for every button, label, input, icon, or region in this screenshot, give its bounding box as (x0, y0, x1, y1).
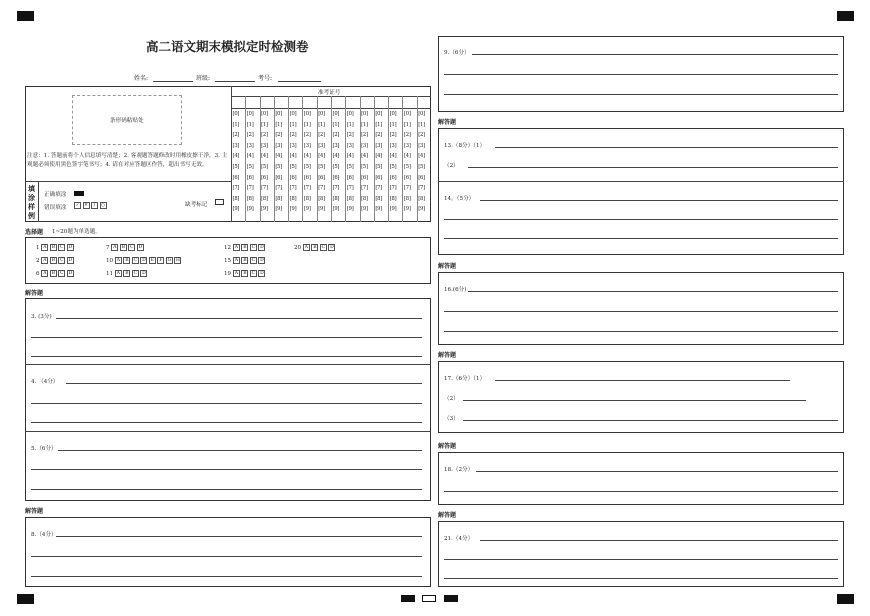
q17-line-1[interactable] (495, 380, 790, 381)
exam-id-bubble[interactable]: [4] (361, 153, 368, 160)
choice-option-bubble[interactable]: A (304, 245, 309, 250)
q9-line-3[interactable] (444, 94, 838, 95)
exam-id-bubble[interactable]: [9] (246, 206, 254, 213)
answer-section-title-2: 解答题 (25, 508, 44, 515)
q8-line-3[interactable] (31, 576, 422, 577)
answer-section-title-6: 解答题 (438, 443, 457, 450)
choice-option-bubble[interactable]: A (116, 271, 121, 276)
exam-id-bubble[interactable]: [4] (261, 153, 268, 160)
exam-id-bubble[interactable]: [0] (346, 111, 354, 117)
q16-line-2[interactable] (444, 311, 838, 312)
absent-label: 缺考标记 (185, 202, 208, 208)
q5-line-1[interactable] (58, 450, 422, 451)
exam-id-bubble[interactable]: [8] (246, 195, 254, 202)
exam-id-bubble[interactable]: [7] (403, 185, 411, 192)
q21-line-3[interactable] (444, 578, 838, 579)
exam-id-bubble[interactable]: [2] (332, 132, 340, 139)
exam-id-bubble[interactable]: [2] (232, 132, 240, 139)
exam-id-bubble[interactable]: [7] (289, 185, 297, 192)
exam-id-bubble[interactable]: [1] (318, 121, 325, 128)
choice-item (36, 270, 75, 277)
q3-label: 3. (3分) (31, 314, 52, 320)
choice-option-bubble[interactable]: B (51, 271, 55, 276)
exam-id-bubble[interactable]: [7] (261, 185, 268, 192)
exam-id-bubble[interactable]: [9] (332, 206, 340, 213)
choice-option-bubble[interactable]: A (234, 258, 239, 263)
exam-id-bubble[interactable]: [2] (361, 132, 368, 139)
alignment-mark-bottom-right (837, 594, 854, 604)
exam-id-label: 准考证号 (318, 90, 341, 96)
exam-id-bubble[interactable]: [1] (361, 121, 368, 128)
exam-id-bubble[interactable]: [8] (375, 195, 383, 202)
exam-id-bubble[interactable]: [0] (418, 111, 425, 117)
exam-id-bubble[interactable]: [4] (275, 153, 283, 160)
alignment-mark-top-right (837, 11, 854, 21)
exam-id-bubble[interactable]: [1] (332, 121, 340, 128)
choice-item (36, 257, 75, 264)
exam-id-bubble[interactable]: [6] (332, 174, 340, 181)
q9-line-1[interactable] (472, 54, 838, 55)
q14-line-3[interactable] (444, 238, 838, 239)
exam-id-bubble[interactable]: [0] (361, 111, 368, 117)
q17-part3-label: （3） (444, 416, 459, 422)
choice-option-bubble[interactable]: A (234, 245, 239, 250)
exam-id-bubble[interactable]: [6] (275, 174, 283, 181)
q21-line-1[interactable] (480, 540, 838, 541)
choice-number: 15 (224, 258, 233, 264)
choice-option-bubble[interactable]: C (130, 245, 134, 250)
exam-id-bubble[interactable]: [2] (275, 132, 283, 139)
choice-item (106, 257, 183, 264)
exam-id-bubble[interactable]: [7] (418, 185, 425, 192)
choice-option-bubble[interactable]: B (51, 258, 55, 263)
exam-id-bubble[interactable]: [5] (346, 164, 354, 170)
q3-line-3[interactable] (31, 356, 422, 357)
page-mark-left (401, 595, 415, 602)
choice-number: 20 (294, 245, 303, 251)
fill-wrong-label: 错误填涂 (44, 205, 67, 211)
exam-id-bubble[interactable]: [6] (246, 174, 254, 181)
exam-id-bubble[interactable]: [8] (303, 195, 311, 202)
choice-number: 1 (36, 245, 42, 251)
class-label: 班级: (196, 75, 211, 82)
answer-box-17 (438, 361, 844, 433)
exam-id-bubble[interactable]: [9] (318, 206, 325, 213)
q3-line-1[interactable] (56, 318, 422, 319)
exam-id-bubble[interactable]: [3] (361, 142, 368, 149)
class-field[interactable] (215, 81, 255, 82)
exam-id-bubble[interactable]: [7] (246, 185, 254, 192)
exam-id-bubble[interactable]: [6] (261, 174, 268, 181)
exam-id-bubble[interactable]: [7] (303, 185, 311, 192)
page-mark-center (422, 595, 436, 602)
q4-label: 4. （4分） (31, 379, 59, 385)
exam-id-bubble[interactable]: [8] (275, 195, 283, 202)
exam-id-bubble[interactable]: [0] (289, 111, 297, 117)
q13-line-2[interactable] (468, 167, 838, 168)
choice-option-bubble[interactable]: B (243, 258, 247, 263)
answer-section-title-5: 解答题 (438, 352, 457, 359)
q13-part2-label: （2） (444, 163, 459, 169)
exam-id-bubble[interactable]: [5] (318, 164, 325, 170)
choice-option-bubble[interactable]: H (175, 258, 180, 263)
exam-id-bubble[interactable]: [7] (318, 185, 325, 192)
q14-line-2[interactable] (444, 219, 838, 220)
exam-id-bubble[interactable]: [0] (232, 111, 240, 117)
q9-line-2[interactable] (444, 74, 838, 75)
q17-line-2[interactable] (463, 400, 806, 401)
exam-id-bubble[interactable]: [0] (261, 111, 268, 117)
exam-id-bubble[interactable]: [2] (303, 132, 311, 139)
choice-option-bubble[interactable]: C (60, 245, 64, 250)
q14-label: 14。（5分） (444, 196, 475, 202)
exam-id-bubble[interactable]: [3] (332, 142, 340, 149)
exam-id-bubble[interactable]: [3] (289, 142, 297, 149)
exam-id-bubble[interactable]: [3] (318, 142, 325, 149)
q18-label: 18.（2分） (444, 467, 474, 473)
choice-option-bubble[interactable]: C (251, 271, 256, 276)
exam-id-bubble[interactable]: [1] (403, 121, 411, 128)
exam-id-bubble[interactable]: [3] (275, 142, 283, 149)
exam-id-bubble[interactable]: [7] (389, 185, 397, 192)
exam-id-bubble[interactable]: [8] (389, 195, 397, 202)
exam-id-bubble[interactable]: [4] (346, 153, 354, 160)
exam-id-bubble[interactable]: [5] (332, 164, 340, 170)
exam-id-bubble[interactable]: [0] (389, 111, 397, 117)
choice-option-bubble[interactable]: A (234, 271, 239, 276)
choice-option-bubble[interactable]: C (60, 258, 64, 263)
page-title: 高二语文期末模拟定时检测卷 (146, 39, 309, 54)
exam-id-bubble[interactable]: [6] (303, 174, 311, 181)
exam-id-bubble[interactable]: [4] (318, 153, 325, 160)
choice-option-bubble[interactable]: A (113, 245, 117, 250)
exam-id-bubble[interactable]: [2] (246, 132, 254, 139)
choice-item (106, 270, 149, 277)
name-label: 姓名: (134, 75, 149, 82)
exam-id-bubble[interactable]: [0] (403, 111, 411, 117)
exam-id-bubble[interactable]: [5] (261, 164, 268, 170)
choice-option-bubble[interactable]: D (68, 245, 73, 250)
choice-option-bubble[interactable]: A (116, 258, 121, 263)
exam-id-bubble[interactable]: [8] (361, 195, 368, 202)
answer-section-title-7: 解答题 (438, 512, 457, 519)
exam-id-bubble[interactable]: [5] (232, 164, 240, 170)
exam-id-bubble[interactable]: [1] (275, 121, 283, 128)
exam-id-bubble[interactable]: [5] (375, 164, 383, 170)
choice-item (106, 244, 145, 251)
exam-id-bubble[interactable]: [7] (332, 185, 340, 192)
exam-id-bubble[interactable]: [9] (375, 206, 383, 213)
q5-line-3[interactable] (31, 489, 422, 490)
choice-option-bubble[interactable]: D (138, 245, 143, 250)
page-mark-right (444, 595, 458, 602)
q-divider-13-14 (438, 181, 844, 182)
q17-line-3[interactable] (463, 420, 838, 421)
exam-id-bubble[interactable]: [4] (375, 153, 383, 160)
q-divider-4-5 (25, 431, 431, 432)
exam-id-bubble[interactable]: [6] (361, 174, 368, 181)
alignment-mark-bottom-left (17, 594, 34, 604)
choice-instruction: 1~20题为单选题。 (52, 229, 101, 235)
exam-id-bubble[interactable]: [9] (389, 206, 397, 213)
exam-id-bubble[interactable]: [7] (232, 185, 240, 192)
exam-id-bubble[interactable]: [2] (375, 132, 383, 139)
exam-id-bubble[interactable]: [2] (289, 132, 297, 139)
exam-id-bubble[interactable]: [6] (418, 174, 425, 181)
exam-id-bubble[interactable]: [6] (232, 174, 240, 181)
exam-id-bubble[interactable]: [5] (303, 164, 311, 170)
exam-id-bubble[interactable]: [2] (418, 132, 425, 139)
exam-id-bubble[interactable]: [8] (346, 195, 354, 202)
exam-id-bubble[interactable]: [4] (403, 153, 411, 160)
exam-id-bubble[interactable]: [9] (361, 206, 368, 213)
exam-id-bubble[interactable]: [2] (318, 132, 325, 139)
exam-id-bubble[interactable]: [5] (246, 164, 254, 170)
exam-id-bubble[interactable]: [1] (289, 121, 297, 128)
exam-id-bubble[interactable]: [3] (403, 142, 411, 149)
fill-sample-col-divider (38, 181, 39, 222)
choice-option-bubble[interactable]: A (43, 258, 47, 263)
exam-id-bubble[interactable]: [7] (361, 185, 368, 192)
choice-option-bubble[interactable]: F (159, 258, 163, 263)
choice-number: 2 (36, 258, 42, 264)
exam-id-bubble[interactable]: [1] (246, 121, 254, 128)
exam-id-bubble[interactable]: [1] (303, 121, 311, 128)
exam-id-bubble[interactable]: [4] (303, 153, 311, 160)
q17-label: 17.（6分）（1） (444, 376, 486, 382)
barcode-label: 条形码粘贴处 (110, 118, 144, 124)
q18-line-1[interactable] (476, 471, 838, 472)
q8-label: 8.（4分） (31, 532, 57, 538)
exam-id-bubble[interactable]: [3] (389, 142, 397, 149)
choice-option-bubble[interactable]: C (133, 271, 138, 276)
choice-option-bubble[interactable]: D (68, 271, 73, 276)
exam-id-bubble[interactable]: [4] (289, 153, 297, 160)
choice-number: 7 (106, 245, 112, 251)
exam-id-bubble[interactable]: [5] (418, 164, 425, 170)
exam-id-bubble[interactable]: [9] (346, 206, 354, 213)
exam-id-bubble[interactable]: [9] (261, 206, 268, 213)
exam-id-bubble[interactable]: [5] (275, 164, 283, 170)
answer-box-18 (438, 452, 844, 505)
exam-id-bubble[interactable]: [8] (261, 195, 268, 202)
fill-correct-label: 正确填涂 (44, 192, 67, 198)
exam-id-bubble[interactable]: [6] (289, 174, 297, 181)
choice-number: 6 (36, 271, 42, 277)
exam-id-bubble[interactable]: [1] (418, 121, 425, 128)
exam-id-bubble[interactable]: [3] (418, 142, 425, 149)
exam-id-bubble[interactable]: [3] (261, 142, 268, 149)
q21-line-2[interactable] (444, 559, 838, 560)
choice-item (294, 244, 337, 251)
q16-line-1[interactable] (468, 291, 838, 292)
exam-id-bubble[interactable]: [4] (232, 153, 240, 160)
exam-id-bubble[interactable]: [9] (289, 206, 297, 213)
choice-option-bubble[interactable]: B (243, 271, 247, 276)
choice-option-bubble[interactable]: C (60, 271, 64, 276)
alignment-mark-top-left (17, 11, 34, 21)
exam-id-bubble[interactable]: [6] (346, 174, 354, 181)
wrong-mark-circle: ○ (101, 203, 105, 208)
choice-option-bubble[interactable]: C (133, 258, 138, 263)
choice-number: 10 (106, 258, 115, 264)
exam-no-field[interactable] (278, 81, 321, 82)
q14-line-1[interactable] (480, 200, 838, 201)
exam-id-bubble[interactable]: [0] (318, 111, 325, 117)
exam-id-bubble[interactable]: [8] (418, 195, 425, 202)
exam-id-bubble[interactable]: [0] (332, 111, 340, 117)
exam-id-bubble[interactable]: [6] (318, 174, 325, 181)
choice-option-bubble[interactable]: B (51, 245, 55, 250)
choice-option-bubble[interactable]: E (150, 258, 155, 263)
exam-id-bubble[interactable]: [3] (246, 142, 254, 149)
choice-option-bubble[interactable]: B (125, 258, 129, 263)
exam-id-bubble[interactable]: [4] (246, 153, 254, 160)
exam-id-bubble[interactable]: [8] (232, 195, 240, 202)
q16-label: 16.(6分) (444, 287, 467, 293)
exam-id-bubble[interactable]: [7] (375, 185, 383, 192)
exam-id-bubble[interactable]: [9] (403, 206, 411, 213)
exam-id-bubble[interactable]: [0] (275, 111, 283, 117)
exam-id-bubble[interactable]: [1] (232, 121, 240, 128)
q21-label: 21.（4分） (444, 536, 474, 542)
exam-id-bubble[interactable]: [3] (303, 142, 311, 149)
fill-sample-divider (25, 181, 231, 182)
exam-id-bubble[interactable]: [1] (389, 121, 397, 128)
exam-id-bubble[interactable]: [7] (346, 185, 354, 192)
choice-option-bubble[interactable]: C (251, 258, 256, 263)
exam-id-bubble[interactable]: [1] (375, 121, 383, 128)
q5-line-2[interactable] (31, 469, 422, 470)
choice-option-bubble[interactable]: B (125, 271, 129, 276)
q-divider-3-4 (25, 364, 431, 365)
q18-line-2[interactable] (444, 491, 838, 492)
answer-box-16 (438, 272, 844, 345)
choice-option-bubble[interactable]: D (142, 271, 146, 276)
exam-id-bubble[interactable]: [2] (261, 132, 268, 139)
fill-sample-title: 填涂样例 (28, 185, 35, 220)
q13-line-1[interactable] (495, 147, 838, 148)
exam-id-bubble[interactable]: [7] (275, 185, 283, 192)
choice-number: 12 (224, 245, 233, 251)
q13-label: 13.（8分）（1） (444, 143, 486, 149)
answer-box-3-5 (25, 298, 431, 501)
choice-option-bubble[interactable]: C (251, 245, 256, 250)
choice-number: 11 (106, 271, 115, 277)
q4-line-1[interactable] (66, 383, 422, 384)
exam-id-bubble[interactable]: [3] (232, 142, 240, 149)
choice-option-bubble[interactable]: D (330, 245, 334, 250)
choice-option-bubble[interactable]: A (43, 245, 47, 250)
answer-section-title-4: 解答题 (438, 263, 457, 270)
exam-id-bubble[interactable]: [6] (403, 174, 411, 181)
wrong-mark-check: ✓ (75, 203, 80, 208)
exam-id-bubble[interactable]: [5] (361, 164, 368, 170)
exam-id-bubble[interactable]: [8] (403, 195, 411, 202)
exam-id-bubble[interactable]: [1] (261, 121, 268, 128)
choice-item (224, 257, 267, 264)
q17-part2-label: （2） (444, 396, 459, 402)
name-field[interactable] (153, 81, 193, 82)
exam-id-bubble[interactable]: [5] (389, 164, 397, 170)
absent-checkbox[interactable] (215, 199, 224, 205)
exam-id-bubble[interactable]: [0] (375, 111, 383, 117)
choice-option-bubble[interactable]: B (313, 245, 317, 250)
choice-option-bubble[interactable]: B (243, 245, 247, 250)
q3-line-2[interactable] (31, 337, 422, 338)
exam-id-bubble[interactable]: [2] (389, 132, 397, 139)
exam-id-bubble[interactable]: [8] (332, 195, 340, 202)
exam-id-bubble[interactable]: [9] (275, 206, 283, 213)
exam-id-bubble[interactable]: [9] (232, 206, 240, 213)
exam-id-bubble[interactable]: [4] (332, 153, 340, 160)
q4-line-2[interactable] (31, 403, 422, 404)
exam-id-bubble[interactable]: [4] (389, 153, 397, 160)
exam-no-label: 考号: (258, 75, 273, 82)
exam-id-bubble[interactable]: [0] (303, 111, 311, 117)
choice-item (36, 244, 75, 251)
q4-line-3[interactable] (31, 422, 422, 423)
answer-section-title-3: 解答题 (438, 119, 457, 126)
exam-id-bubble[interactable]: [1] (346, 121, 354, 128)
notes-text: 注意：1. 答题前将个人信息填写清楚；2. 客观题答题修改时用橡皮擦干净，3. 主观题必须使用黑色签字笔书写；4. 请在对应答题区作答，超出书写无效。 (27, 153, 228, 168)
exam-id-bubble[interactable]: [6] (375, 174, 383, 181)
exam-id-bubble[interactable]: [8] (318, 195, 325, 202)
choice-item (224, 244, 267, 251)
fill-wrong-samples (74, 202, 108, 209)
fill-correct-sample (74, 191, 84, 196)
choice-item (224, 270, 267, 277)
q5-label: 5.（6分） (31, 446, 57, 452)
exam-id-bubble[interactable]: [4] (418, 153, 425, 160)
choice-option-bubble[interactable]: D (142, 258, 146, 263)
exam-id-bubble[interactable]: [5] (403, 164, 411, 170)
exam-id-bubble[interactable]: [2] (403, 132, 411, 139)
q9-label: 9.（6分） (444, 50, 470, 56)
choice-option-bubble[interactable]: D (260, 271, 264, 276)
choice-option-bubble[interactable]: D (68, 258, 73, 263)
choice-option-bubble[interactable]: A (43, 271, 47, 276)
q8-line-1[interactable] (56, 536, 422, 537)
choice-option-bubble[interactable]: B (121, 245, 125, 250)
exam-id-bubble[interactable]: [3] (346, 142, 354, 149)
choice-option-bubble[interactable]: D (260, 258, 264, 263)
choice-number: 19 (224, 271, 233, 277)
choice-option-bubble[interactable]: D (260, 245, 264, 250)
exam-id-bubble[interactable]: [5] (289, 164, 297, 170)
choice-section-title: 选择题 (25, 229, 44, 236)
exam-id-bubble[interactable]: [0] (246, 111, 254, 117)
exam-id-bubble[interactable]: [3] (375, 142, 383, 149)
exam-id-bubble[interactable]: [9] (303, 206, 311, 213)
wrong-mark-cross: ✕ (84, 203, 88, 208)
choice-option-bubble[interactable]: G (167, 258, 172, 263)
wrong-mark-slash: / (91, 202, 98, 209)
exam-id-bubble[interactable]: [6] (389, 174, 397, 181)
exam-id-bubble[interactable]: [8] (289, 195, 297, 202)
exam-id-bubble[interactable]: [2] (346, 132, 354, 139)
exam-id-bubble[interactable]: [9] (418, 206, 425, 213)
answer-section-title-1: 解答题 (25, 290, 44, 297)
q16-line-3[interactable] (444, 331, 838, 332)
choice-option-bubble[interactable]: C (321, 245, 326, 250)
q8-line-2[interactable] (31, 556, 422, 557)
